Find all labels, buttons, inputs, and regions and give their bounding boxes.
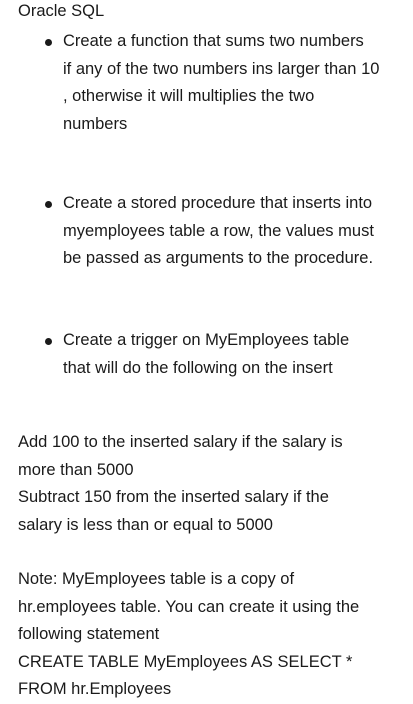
bullet-dot-icon [45, 338, 52, 345]
bullet-dot-icon [45, 201, 52, 208]
bullet-text [63, 190, 408, 273]
paragraph-line: following statement [18, 625, 160, 643]
bullet-line: Create a function that sums two numbers [63, 32, 364, 50]
paragraph-line: salary is less than or equal to 5000 [18, 515, 273, 534]
bullet-line: Create a trigger on MyEmployees table [63, 331, 350, 349]
trigger-rules-paragraph [18, 429, 408, 539]
paragraph-line: more than 5000 [18, 460, 134, 479]
bullet-line: myemployees table a row, the values must [63, 221, 374, 240]
bullet-text [63, 327, 408, 382]
paragraph-line: Add 100 to the inserted salary if the salary is [18, 433, 343, 451]
paragraph-line: hr.employees table. You can create it using the [18, 597, 360, 616]
paragraph-line: Subtract 150 from the inserted salary if the [18, 488, 329, 506]
sql-statement-line: CREATE TABLE MyEmployees AS SELECT * [18, 652, 353, 671]
bullet-line: that will do the following on the insert [63, 358, 333, 377]
document-title: Oracle SQL [18, 2, 105, 20]
note-paragraph [18, 566, 408, 704]
sql-statement-line: FROM hr.Employees [18, 680, 172, 698]
bullet-dot-icon [45, 39, 52, 46]
bullet-line: numbers [63, 114, 128, 133]
bullet-line: if any of the two numbers ins larger than 10 [63, 59, 380, 78]
bullet-line: , otherwise it will multiplies the two [63, 87, 315, 105]
bullet-line: Create a stored procedure that inserts into [63, 194, 373, 212]
bullet-text [63, 28, 408, 138]
paragraph-line: Note: MyEmployees table is a copy of [18, 570, 295, 588]
bullet-line: be passed as arguments to the procedure. [63, 249, 374, 267]
